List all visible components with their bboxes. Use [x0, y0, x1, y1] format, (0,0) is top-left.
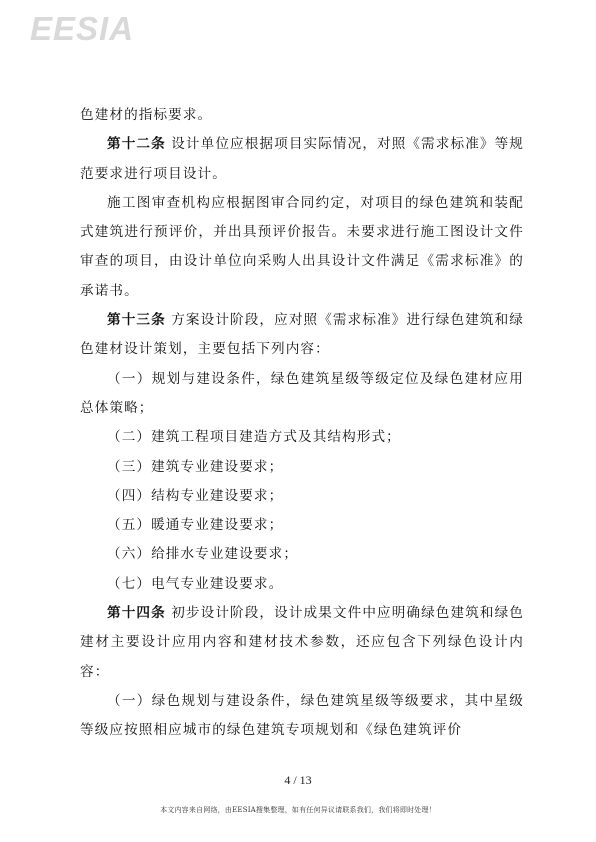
footer-disclaimer: 本文内容来自网络，由EESIA搜集整理，如有任何异议请联系我们，我们将即时处理！ — [160, 806, 436, 814]
page-number: 4 / 13 — [284, 773, 312, 787]
list-item: （六）给排水专业建设要求； — [107, 546, 299, 563]
list-item: （一）规划与建设条件，绿色建筑星级等级定位及绿色建材应用总体策略； — [80, 370, 524, 416]
paragraph: 施工图审查机构应根据图审合同约定，对项目的绿色建筑和装配式建筑进行预评价，并出具预评价报告。未要求进行施工图设计文件审查的项目，由设计单位向采购人出具设计文件满足《需求标准》的承诺书。 — [80, 194, 524, 299]
eesia-logo: EESIA — [30, 10, 135, 47]
article-number: 第十四条 — [107, 605, 166, 622]
article-number: 第十三条 — [107, 312, 166, 329]
list-item: （五）暖通专业建设要求； — [107, 517, 284, 534]
document-body — [80, 101, 524, 746]
list-item: （四）结构专业建设要求； — [107, 487, 284, 504]
paragraph-article-14: 第十四条 初步设计阶段，设计成果文件中应明确绿色建筑和绿色建材主要设计应用内容和建材技术参数，还应包含下列绿色设计内容： — [80, 605, 524, 680]
list-item: （七）电气专业建设要求。 — [107, 575, 284, 592]
paragraph-article-12: 第十二条 设计单位应根据项目实际情况，对照《需求标准》等规范要求进行项目设计。 — [80, 136, 524, 182]
list-item: （三）建筑专业建设要求； — [107, 458, 284, 475]
paragraph-article-13: 第十三条 方案设计阶段，应对照《需求标准》进行绿色建筑和绿色建材设计策划，主要包括下列内容： — [80, 312, 524, 358]
list-item: （二）建筑工程项目建造方式及其结构形式； — [107, 429, 401, 446]
article-number: 第十二条 — [107, 136, 166, 153]
list-item: （一）绿色规划与建设条件，绿色建筑星级等级要求，其中星级等级应按照相应城市的绿色建筑专项规划和《绿色建筑评价 — [80, 692, 524, 739]
paragraph: 色建材的指标要求。 — [80, 107, 213, 123]
